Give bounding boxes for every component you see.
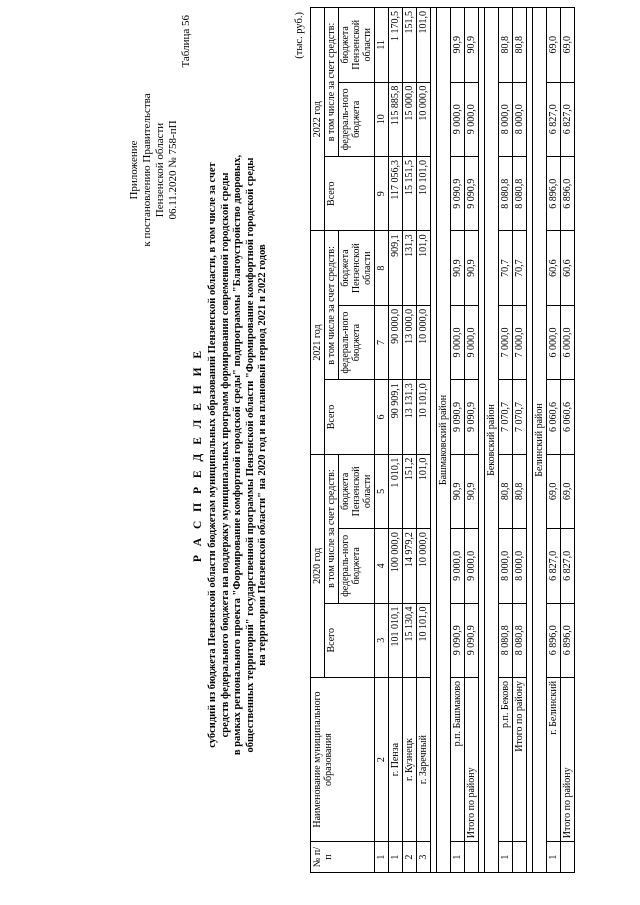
value-cell: 10 000,0 (417, 82, 431, 156)
value-cell: 6 060,6 (547, 380, 561, 454)
appendix-block (128, 75, 180, 265)
value-cell: 9 090,9 (465, 380, 479, 454)
value-cell: 9 000,0 (465, 82, 479, 156)
value-cell: 117 056,3 (389, 156, 403, 230)
header-total: Всего (325, 603, 375, 677)
header-num: № п/п (311, 842, 375, 873)
column-number: 6 (375, 380, 389, 454)
value-cell: 7 070,7 (513, 380, 527, 454)
row-number: 3 (417, 842, 431, 873)
value-cell: 8 080,8 (513, 603, 527, 677)
value-cell: 6 827,0 (561, 82, 575, 156)
value-cell: 151,5 (403, 8, 417, 83)
value-cell: 9 000,0 (451, 82, 465, 156)
value-cell: 90 000,0 (389, 305, 403, 379)
value-cell: 14 979,2 (403, 529, 417, 603)
value-cell: 115 885,8 (389, 82, 403, 156)
header-regional: бюджета Пензенской области (339, 8, 375, 83)
value-cell: 151,2 (403, 454, 417, 528)
header-year-2022: 2022 год (311, 8, 325, 231)
column-number: 1 (375, 842, 389, 873)
table-row (499, 8, 513, 873)
municipality-name: г. Заречный (417, 677, 431, 841)
header-name: Наименование муниципального образования (311, 677, 375, 841)
value-cell: 9 090,9 (451, 603, 465, 677)
value-cell: 100 000,0 (389, 529, 403, 603)
district-header-row (533, 8, 547, 873)
column-number: 5 (375, 454, 389, 528)
value-cell: 10 101,0 (417, 603, 431, 677)
header-including: в том числе за счет средств: (325, 231, 339, 380)
document-title: Р А С П Р Е Д Е Л Е Н И Е (192, 347, 204, 563)
value-cell: 8 000,0 (513, 82, 527, 156)
district-name: Башмаковский район (437, 8, 451, 873)
value-cell: 10 000,0 (417, 305, 431, 379)
value-cell: 90,9 (451, 231, 465, 305)
header-federal: федераль-ного бюджета (339, 305, 375, 379)
header-including: в том числе за счет средств: (325, 454, 339, 603)
table-row (389, 8, 403, 873)
value-cell: 8 000,0 (499, 82, 513, 156)
subtitle-line: на территории Пензенской области" на 2020 год и на плановый период 2021 и 2022 годов (257, 244, 268, 666)
subtitle-line: общественных территорий" государственной программы Пензенской области "Формирование комфортной городской среды (244, 157, 256, 753)
table-row (417, 8, 431, 873)
value-cell: 8 000,0 (499, 529, 513, 603)
value-cell: 6 896,0 (561, 603, 575, 677)
value-cell: 6 896,0 (561, 156, 575, 230)
value-cell: 1 170,5 (389, 8, 403, 83)
value-cell: 1 010,1 (389, 454, 403, 528)
header-federal: федераль-ного бюджета (339, 82, 375, 156)
column-number: 10 (375, 82, 389, 156)
value-cell: 90,9 (465, 454, 479, 528)
value-cell: 69,0 (547, 8, 561, 83)
value-cell: 6 896,0 (547, 603, 561, 677)
value-cell: 131,3 (403, 231, 417, 305)
value-cell: 9 000,0 (451, 529, 465, 603)
header-total: Всего (325, 380, 375, 454)
value-cell: 6 000,0 (547, 305, 561, 379)
value-cell: 7 070,7 (499, 380, 513, 454)
value-cell: 101,0 (417, 231, 431, 305)
document-subtitle (207, 23, 270, 887)
header-regional: бюджета Пензенской области (339, 454, 375, 528)
municipality-name: г. Белинский (547, 677, 561, 841)
column-number: 4 (375, 529, 389, 603)
header-including: в том числе за счет средств: (325, 8, 339, 157)
value-cell: 9 000,0 (451, 305, 465, 379)
appendix-line: Пензенской области (154, 122, 166, 218)
value-cell: 6 827,0 (547, 82, 561, 156)
value-cell: 10 101,0 (417, 380, 431, 454)
value-cell: 60,6 (547, 231, 561, 305)
district-header-row (437, 8, 451, 873)
header-total: Всего (325, 156, 375, 230)
value-cell: 9 000,0 (465, 305, 479, 379)
value-cell: 90,9 (451, 8, 465, 83)
column-number: 7 (375, 305, 389, 379)
row-number-empty (561, 842, 575, 873)
row-number-empty (513, 842, 527, 873)
district-name: Белинский район (533, 8, 547, 873)
district-total-label: Итого по району (465, 677, 479, 841)
value-cell: 80,8 (499, 8, 513, 83)
table-row (403, 8, 417, 873)
municipality-name: р.п. Беково (499, 677, 513, 841)
value-cell: 80,8 (513, 8, 527, 83)
row-number: 1 (499, 842, 513, 873)
table-number: Таблица 56 (180, 15, 192, 68)
header-regional: бюджета Пензенской области (339, 231, 375, 305)
municipality-name: р.п. Башмаково (451, 677, 465, 841)
value-cell: 6 060,6 (561, 380, 575, 454)
appendix-line: Приложение (128, 140, 140, 200)
municipality-name: г. Пенза (389, 677, 403, 841)
value-cell: 13 131,3 (403, 380, 417, 454)
header-year-2021: 2021 год (311, 231, 325, 454)
row-number: 1 (547, 842, 561, 873)
row-number: 1 (389, 842, 403, 873)
header-federal: федераль-ного бюджета (339, 529, 375, 603)
value-cell: 90,9 (465, 231, 479, 305)
value-cell: 69,0 (561, 454, 575, 528)
units-label: (тыс. руб.) (294, 12, 305, 59)
district-header-row (485, 8, 499, 873)
municipality-name: г. Кузнецк (403, 677, 417, 841)
district-total-row (465, 8, 479, 873)
value-cell: 90 909,1 (389, 380, 403, 454)
column-number: 8 (375, 231, 389, 305)
subtitle-line: субсидий из бюджета Пензенской области бюджетам муниципальных образований Пензенской области, в том числе за счет (207, 162, 218, 748)
value-cell: 6 896,0 (547, 156, 561, 230)
value-cell: 9 090,9 (465, 156, 479, 230)
value-cell: 8 080,8 (499, 156, 513, 230)
table-row (451, 8, 465, 873)
value-cell: 8 080,8 (513, 156, 527, 230)
district-total-label: Итого по району (513, 677, 527, 841)
distribution-table (310, 7, 575, 873)
value-cell: 8 080,8 (499, 603, 513, 677)
value-cell: 909,1 (389, 231, 403, 305)
value-cell: 13 000,0 (403, 305, 417, 379)
value-cell: 70,7 (499, 231, 513, 305)
value-cell: 6 000,0 (561, 305, 575, 379)
value-cell: 9 090,9 (451, 380, 465, 454)
column-number: 2 (375, 677, 389, 841)
district-name: Бековский район (485, 8, 499, 873)
value-cell: 9 090,9 (451, 156, 465, 230)
column-number-row (375, 8, 389, 873)
value-cell: 15 151,5 (403, 156, 417, 230)
value-cell: 90,9 (465, 8, 479, 83)
value-cell: 90,9 (451, 454, 465, 528)
value-cell: 8 000,0 (513, 529, 527, 603)
row-number: 2 (403, 842, 417, 873)
appendix-line: к постановлению Правительства (141, 93, 153, 247)
value-cell: 15 130,4 (403, 603, 417, 677)
subtitle-line: в рамках регионального проекта "Формирование комфортной городской среды" подпрограммы "Благоустройство дворовых, (232, 154, 243, 756)
value-cell: 15 000,0 (403, 82, 417, 156)
district-total-label: Итого по району (561, 677, 575, 841)
table-row (547, 8, 561, 873)
value-cell: 60,6 (561, 231, 575, 305)
value-cell: 101,0 (417, 8, 431, 83)
column-number: 11 (375, 8, 389, 83)
value-cell: 10 000,0 (417, 529, 431, 603)
subtitle-line: средств федерального бюджета на поддержку муниципальных программ формирования современной городской среды (219, 172, 231, 738)
value-cell: 69,0 (547, 454, 561, 528)
value-cell: 9 090,9 (465, 603, 479, 677)
value-cell: 69,0 (561, 8, 575, 83)
value-cell: 7 000,0 (499, 305, 513, 379)
row-number-empty (465, 842, 479, 873)
value-cell: 80,8 (499, 454, 513, 528)
value-cell: 6 827,0 (547, 529, 561, 603)
value-cell: 70,7 (513, 231, 527, 305)
value-cell: 10 101,0 (417, 156, 431, 230)
value-cell: 101,0 (417, 454, 431, 528)
row-number: 1 (451, 842, 465, 873)
value-cell: 7 000,0 (513, 305, 527, 379)
district-total-row (513, 8, 527, 873)
value-cell: 80,8 (513, 454, 527, 528)
district-total-row (561, 8, 575, 873)
appendix-line: 06.11.2020 № 758-пП (167, 120, 179, 220)
column-number: 3 (375, 603, 389, 677)
header-year-2020: 2020 год (311, 454, 325, 677)
value-cell: 9 000,0 (465, 529, 479, 603)
value-cell: 101 010,1 (389, 603, 403, 677)
column-number: 9 (375, 156, 389, 230)
value-cell: 6 827,0 (561, 529, 575, 603)
